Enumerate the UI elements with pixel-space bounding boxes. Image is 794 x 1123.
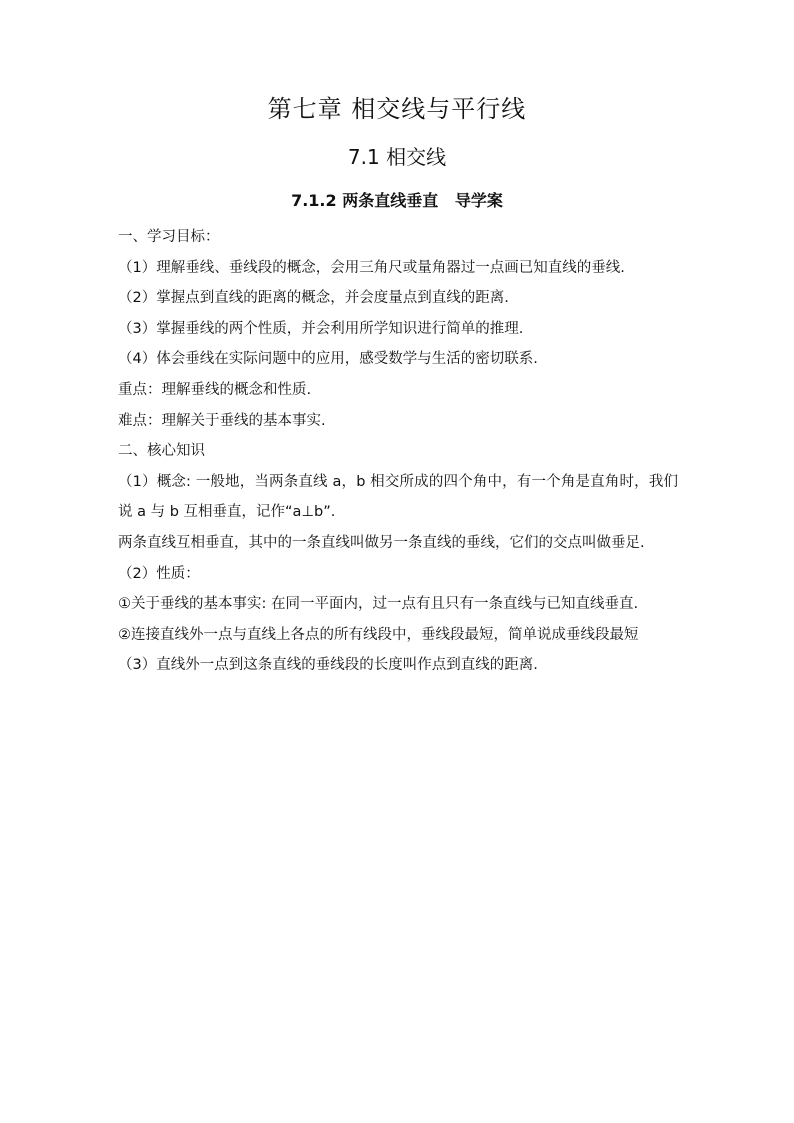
goals-heading: 一、学习目标：: [118, 229, 220, 245]
concept-paragraph: （1）概念: 一般地，当两条直线 a，b 相交所成的四个角中，有一个角是直角时，我们说 a 与 b 互相垂直，记作“a⊥b”.: [118, 473, 678, 521]
property-heading: （2）性质：: [118, 565, 200, 582]
chapter-title: 第七章 相交线与平行线: [267, 95, 527, 123]
difficulty-point: 难点：理解关于垂线的基本事实.: [118, 412, 326, 429]
distance-definition: （3）直线外一点到这条直线的垂线段的长度叫作点到直线的距离.: [118, 657, 538, 674]
goal-item-1: （1）理解垂线、垂线段的概念，会用三角尺或量角器过一点画已知直线的垂线.: [118, 259, 625, 276]
document-body: [118, 222, 678, 681]
goal-item-4: （4）体会垂线在实际问题中的应用，感受数学与生活的密切联系.: [118, 351, 538, 368]
goal-item-3: （3）掌握垂线的两个性质，并会利用所学知识进行简单的推理.: [118, 320, 524, 337]
lesson-title: 7.1.2 两条直线垂直 导学案: [291, 191, 503, 210]
concept-paragraph-2: 两条直线互相垂直，其中的一条直线叫做另一条直线的垂线，它们的交点叫做垂足.: [118, 534, 645, 551]
property-2: ②连接直线外一点与直线上各点的所有线段中，垂线段最短，简单说成垂线段最短: [118, 626, 639, 643]
goal-item-2: （2）掌握点到直线的距离的概念，并会度量点到直线的距离.: [118, 290, 509, 307]
property-1: ①关于垂线的基本事实: 在同一平面内，过一点有且只有一条直线与已知直线垂直.: [118, 596, 639, 613]
key-point: 重点：理解垂线的概念和性质.: [118, 381, 312, 398]
section-title: 7.1 相交线: [347, 145, 447, 169]
knowledge-heading: 二、核心知识: [118, 443, 205, 460]
